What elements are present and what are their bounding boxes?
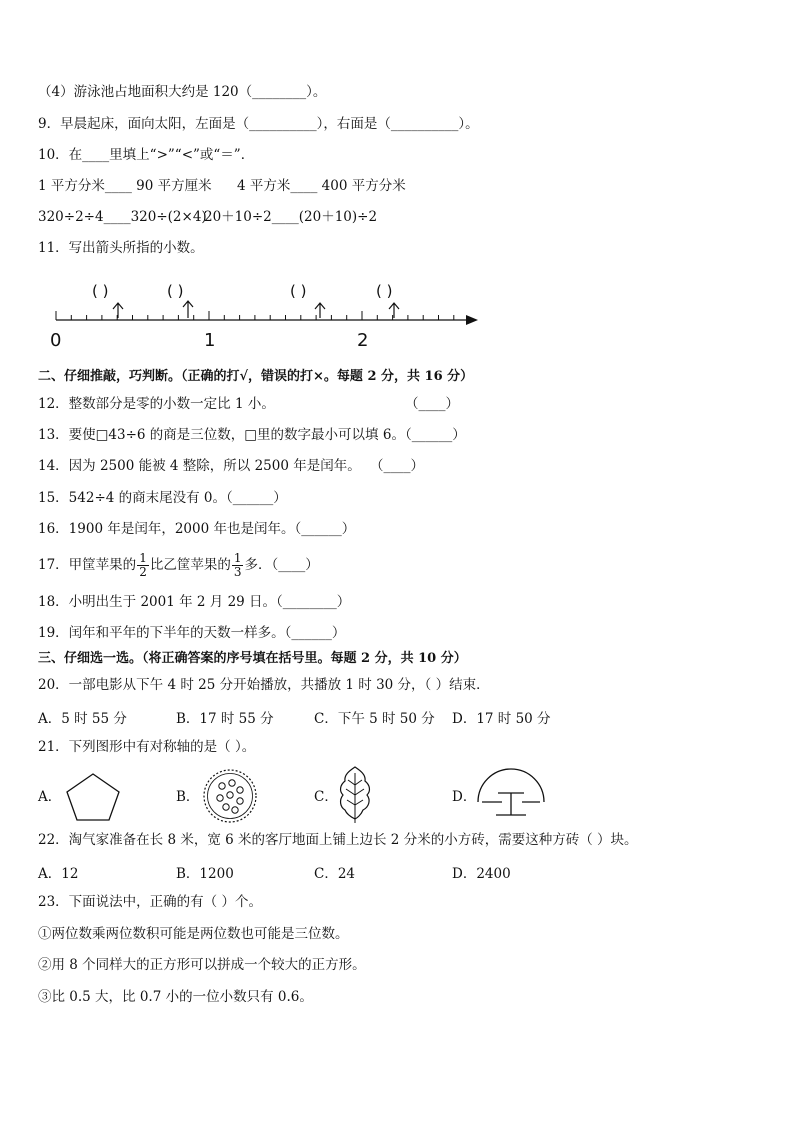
section-2-heading: 二、仔细推敲，巧判断。（正确的打√，错误的打×。每题 2 分，共 16 分） bbox=[38, 369, 474, 384]
question-17-part-c: 多．（____） bbox=[244, 557, 319, 573]
question-10-line2-b: 20＋10÷2____(20＋10)÷2 bbox=[204, 209, 378, 225]
question-23-item-1: ①两位数乘两位数积可能是两位数也可能是三位数。 bbox=[38, 926, 349, 942]
label-1: 1 bbox=[204, 330, 216, 351]
question-19: 19．闰年和平年的下半年的天数一样多。（______） bbox=[38, 625, 346, 641]
small-circles bbox=[217, 780, 243, 813]
pentagon-shape bbox=[67, 774, 119, 820]
label-2: 2 bbox=[357, 330, 369, 351]
question-20-option-a[interactable]: A．5 时 55 分 bbox=[38, 711, 127, 727]
question-13: 13．要使□43÷6 的商是三位数，□里的数字最小可以填 6。（______） bbox=[38, 427, 466, 443]
question-11: 11．写出箭头所指的小数。 bbox=[38, 240, 204, 256]
question-15: 15．542÷4 的商末尾没有 0。（______） bbox=[38, 490, 287, 506]
bracket-1: ( ) bbox=[92, 282, 109, 300]
question-22-option-d[interactable]: D．2400 bbox=[452, 866, 511, 882]
question-17-part-b: 比乙筐苹果的 bbox=[149, 557, 231, 573]
question-12-blank[interactable]: （____） bbox=[405, 396, 459, 412]
question-23-item-2: ②用 8 个同样大的正方形可以拼成一个较大的正方形。 bbox=[38, 957, 366, 973]
number-line-labels bbox=[50, 330, 368, 351]
question-22: 22．淘气家准备在长 8 米，宽 6 米的客厅地面上铺上边长 2 分米的小方砖，需要这种方砖（ ）块。 bbox=[38, 832, 638, 848]
outer-scalloped-circle bbox=[204, 770, 256, 822]
question-10-line2-a: 320÷2÷4____320÷(2×4) bbox=[38, 209, 207, 225]
question-20-option-c[interactable]: C．下午 5 时 50 分 bbox=[314, 711, 435, 727]
question-10-line1-a: 1 平方分米____ 90 平方厘米 bbox=[38, 178, 212, 194]
question-18: 18．小明出生于 2001 年 2 月 29 日。（________） bbox=[38, 594, 351, 610]
question-20: 20．一部电影从下午 4 时 25 分开始播放，共播放 1 时 30 分，（ ）结束． bbox=[38, 677, 490, 693]
question-22-option-c[interactable]: C．24 bbox=[314, 866, 356, 882]
semicircle-figure bbox=[472, 762, 550, 822]
pointer-arrow-2 bbox=[183, 301, 193, 318]
question-22-option-b[interactable]: B．1200 bbox=[176, 866, 234, 882]
question-20-option-b[interactable]: B．17 时 55 分 bbox=[176, 711, 274, 727]
question-8-4: （4）游泳池占地面积大约是 120（________）。 bbox=[38, 84, 327, 100]
question-21-option-b[interactable]: B． bbox=[176, 789, 200, 805]
question-21-option-d[interactable]: D． bbox=[452, 789, 477, 805]
question-10-line1-b: 4 平方米____ 400 平方分米 bbox=[237, 178, 406, 194]
question-21: 21．下列图形中有对称轴的是（ ）。 bbox=[38, 739, 256, 755]
bracket-2: ( ) bbox=[167, 282, 184, 300]
fraction-1-denominator: 2 bbox=[139, 565, 147, 579]
number-line bbox=[40, 278, 490, 353]
question-23: 23．下面说法中，正确的有（ ）个。 bbox=[38, 894, 262, 910]
question-23-item-3: ③比 0.5 大，比 0.7 小的一位小数只有 0.6。 bbox=[38, 989, 313, 1005]
question-22-option-a[interactable]: A．12 bbox=[38, 866, 79, 882]
pointer-arrow-4 bbox=[389, 303, 399, 318]
question-10: 10．在____里填上“>”“<”或“＝”． bbox=[38, 147, 255, 163]
pointer-arrow-1 bbox=[113, 303, 123, 318]
section-3-heading: 三、仔细选一选。（将正确答案的序号填在括号里。每题 2 分，共 10 分） bbox=[38, 651, 467, 666]
question-17-part-a: 17．甲筐苹果的 bbox=[38, 557, 137, 573]
label-0: 0 bbox=[50, 330, 62, 351]
bracket-4: ( ) bbox=[376, 282, 393, 300]
question-16: 16．1900 年是闰年，2000 年也是闰年。（______） bbox=[38, 521, 356, 537]
fraction-2-denominator: 3 bbox=[233, 565, 242, 579]
question-9: 9．早晨起床，面向太阳，左面是（__________），右面是（__________）。 bbox=[38, 116, 479, 132]
number-line-arrowhead bbox=[466, 315, 478, 325]
fraction-one-half bbox=[137, 552, 149, 579]
leaf-figure bbox=[335, 763, 375, 825]
question-12: 12．整数部分是零的小数一定比 1 小。 bbox=[38, 396, 275, 412]
fraction-one-third bbox=[232, 552, 244, 579]
question-17 bbox=[38, 552, 319, 579]
question-14-blank[interactable]: （____） bbox=[370, 458, 424, 474]
question-21-option-a[interactable]: A． bbox=[38, 789, 62, 805]
question-21-option-c[interactable]: C． bbox=[314, 789, 338, 805]
question-20-option-d[interactable]: D．17 时 50 分 bbox=[452, 711, 551, 727]
pointer-arrows bbox=[113, 301, 399, 318]
number-line-brackets bbox=[92, 282, 392, 300]
bracket-3: ( ) bbox=[290, 282, 307, 300]
dotted-circle-figure bbox=[200, 766, 260, 826]
fraction-2-numerator: 1 bbox=[233, 551, 242, 565]
fraction-1-numerator: 1 bbox=[139, 551, 147, 565]
question-14: 14．因为 2500 能被 4 整除，所以 2500 年是闰年。 bbox=[38, 458, 361, 474]
pentagon-figure bbox=[62, 770, 124, 824]
